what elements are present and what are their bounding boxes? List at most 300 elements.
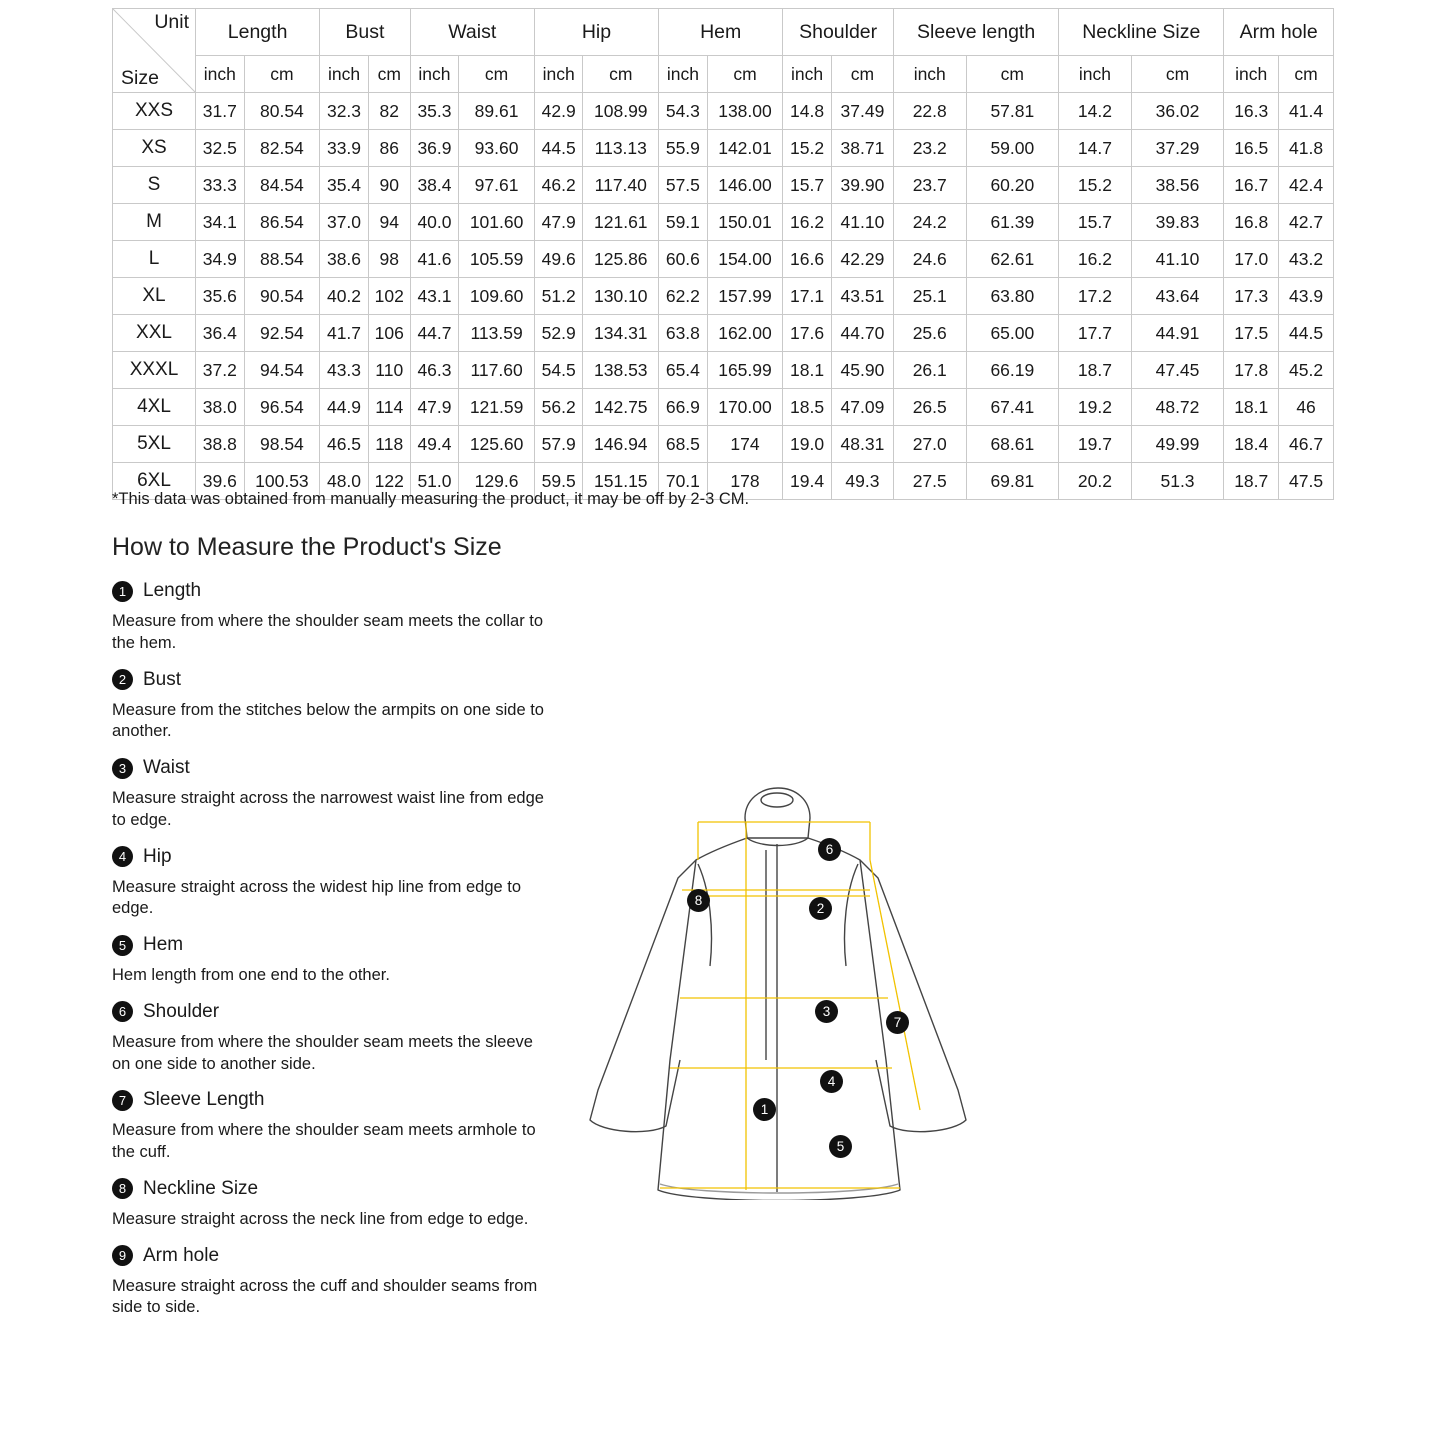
measurement-cell: 35.3 bbox=[410, 93, 459, 130]
measurement-cell: 46.7 bbox=[1279, 426, 1334, 463]
measurement-cell: 94.54 bbox=[244, 352, 320, 389]
measurement-cell: 48.31 bbox=[831, 426, 893, 463]
measurement-cell: 39.6 bbox=[196, 463, 245, 500]
size-name-cell: XS bbox=[113, 130, 196, 167]
diagram-marker: 7 bbox=[886, 1011, 909, 1034]
measurement-cell: 90.54 bbox=[244, 278, 320, 315]
measurement-cell: 57.81 bbox=[966, 93, 1059, 130]
instruction-number-badge: 6 bbox=[112, 1001, 133, 1022]
measurement-cell: 18.4 bbox=[1224, 426, 1279, 463]
measurement-cell: 170.00 bbox=[707, 389, 783, 426]
table-row bbox=[113, 204, 1334, 241]
measurement-cell: 88.54 bbox=[244, 241, 320, 278]
table-row bbox=[113, 130, 1334, 167]
size-table-container bbox=[112, 8, 1334, 500]
measurement-cell: 68.61 bbox=[966, 426, 1059, 463]
instruction-header bbox=[112, 757, 562, 779]
measurement-cell: 43.3 bbox=[320, 352, 369, 389]
measurement-cell: 113.13 bbox=[583, 130, 659, 167]
measurement-cell: 23.2 bbox=[893, 130, 966, 167]
measurement-cell: 39.90 bbox=[831, 167, 893, 204]
measurement-cell: 41.8 bbox=[1279, 130, 1334, 167]
measurement-cell: 57.9 bbox=[534, 426, 583, 463]
measurement-cell: 59.5 bbox=[534, 463, 583, 500]
instruction-text: Measure straight across the widest hip line from edge to edge. bbox=[112, 877, 522, 918]
instruction-item bbox=[112, 580, 562, 655]
size-table-body bbox=[113, 93, 1334, 500]
measurement-cell: 31.7 bbox=[196, 93, 245, 130]
measurement-cell: 105.59 bbox=[459, 241, 535, 278]
size-name-cell: XL bbox=[113, 278, 196, 315]
measurement-cell: 125.86 bbox=[583, 241, 659, 278]
measurement-cell: 130.10 bbox=[583, 278, 659, 315]
measurement-cell: 34.1 bbox=[196, 204, 245, 241]
measurement-cell: 45.2 bbox=[1279, 352, 1334, 389]
instruction-name: Shoulder bbox=[143, 1000, 220, 1022]
measurement-cell: 90 bbox=[368, 167, 410, 204]
instruction-number-badge: 2 bbox=[112, 669, 133, 690]
table-row bbox=[113, 315, 1334, 352]
measurement-cell: 38.71 bbox=[831, 130, 893, 167]
size-name-cell: 5XL bbox=[113, 426, 196, 463]
measurement-cell: 106 bbox=[368, 315, 410, 352]
measurement-cell: 36.9 bbox=[410, 130, 459, 167]
measurement-cell: 24.2 bbox=[893, 204, 966, 241]
instruction-name: Arm hole bbox=[143, 1244, 220, 1266]
subheader-cell: cm bbox=[966, 56, 1059, 93]
measurement-cell: 65.00 bbox=[966, 315, 1059, 352]
measurement-cell: 100.53 bbox=[244, 463, 320, 500]
measurement-cell: 54.3 bbox=[659, 93, 708, 130]
table-row bbox=[113, 426, 1334, 463]
measurement-cell: 33.3 bbox=[196, 167, 245, 204]
instruction-text: Measure straight across the narrowest waist line from edge to edge. bbox=[112, 789, 544, 829]
measurement-cell: 38.56 bbox=[1131, 167, 1224, 204]
instruction-number-badge: 8 bbox=[112, 1178, 133, 1199]
measurement-cell: 15.2 bbox=[783, 130, 832, 167]
measurement-cell: 38.4 bbox=[410, 167, 459, 204]
measurement-cell: 14.7 bbox=[1059, 130, 1132, 167]
measurement-cell: 46.5 bbox=[320, 426, 369, 463]
measurement-cell: 19.0 bbox=[783, 426, 832, 463]
measurement-cell: 121.61 bbox=[583, 204, 659, 241]
subheader-cell: cm bbox=[707, 56, 783, 93]
measurement-cell: 41.10 bbox=[831, 204, 893, 241]
measurement-cell: 23.7 bbox=[893, 167, 966, 204]
subheader-cell: cm bbox=[459, 56, 535, 93]
table-row bbox=[113, 389, 1334, 426]
measurement-cell: 40.2 bbox=[320, 278, 369, 315]
subheader-cell: cm bbox=[1279, 56, 1334, 93]
measurement-cell: 37.0 bbox=[320, 204, 369, 241]
measurement-cell: 70.1 bbox=[659, 463, 708, 500]
measurement-cell: 38.8 bbox=[196, 426, 245, 463]
measurement-cell: 174 bbox=[707, 426, 783, 463]
measurement-cell: 32.5 bbox=[196, 130, 245, 167]
measurement-cell: 17.3 bbox=[1224, 278, 1279, 315]
measurement-cell: 47.9 bbox=[410, 389, 459, 426]
instruction-item bbox=[112, 846, 562, 921]
measurement-cell: 48.0 bbox=[320, 463, 369, 500]
measurement-cell: 16.2 bbox=[1059, 241, 1132, 278]
measurement-cell: 65.4 bbox=[659, 352, 708, 389]
measurement-cell: 15.2 bbox=[1059, 167, 1132, 204]
measurement-cell: 49.99 bbox=[1131, 426, 1224, 463]
measurement-cell: 14.2 bbox=[1059, 93, 1132, 130]
measurement-cell: 42.29 bbox=[831, 241, 893, 278]
measurement-cell: 47.09 bbox=[831, 389, 893, 426]
measurement-cell: 97.61 bbox=[459, 167, 535, 204]
measurement-cell: 63.80 bbox=[966, 278, 1059, 315]
instruction-header bbox=[112, 1089, 562, 1111]
subheader-cell: inch bbox=[410, 56, 459, 93]
instruction-name: Hip bbox=[143, 845, 172, 867]
measurement-cell: 138.53 bbox=[583, 352, 659, 389]
measurement-cell: 138.00 bbox=[707, 93, 783, 130]
measurement-note: *This data was obtained from manually measuring the product, it may be off by 2-3 CM. bbox=[112, 490, 750, 508]
measurement-cell: 44.70 bbox=[831, 315, 893, 352]
size-name-cell: 4XL bbox=[113, 389, 196, 426]
measurement-cell: 26.5 bbox=[893, 389, 966, 426]
measurement-cell: 26.1 bbox=[893, 352, 966, 389]
subheader-cell: inch bbox=[1224, 56, 1279, 93]
subheader-cell: inch bbox=[893, 56, 966, 93]
measurement-cell: 15.7 bbox=[783, 167, 832, 204]
measurement-cell: 178 bbox=[707, 463, 783, 500]
instruction-item bbox=[112, 1089, 562, 1164]
subheader-cell: cm bbox=[583, 56, 659, 93]
subheader-cell: inch bbox=[783, 56, 832, 93]
group-header-hip: Hip bbox=[534, 9, 658, 56]
measurement-cell: 41.7 bbox=[320, 315, 369, 352]
measurement-cell: 84.54 bbox=[244, 167, 320, 204]
group-header-arm-hole: Arm hole bbox=[1224, 9, 1334, 56]
measurement-cell: 121.59 bbox=[459, 389, 535, 426]
measurement-cell: 17.0 bbox=[1224, 241, 1279, 278]
diagram-marker: 2 bbox=[809, 897, 832, 920]
measurement-cell: 22.8 bbox=[893, 93, 966, 130]
diagram-marker: 6 bbox=[818, 838, 841, 861]
size-name-cell: L bbox=[113, 241, 196, 278]
group-header-shoulder: Shoulder bbox=[783, 9, 894, 56]
instruction-item bbox=[112, 669, 562, 744]
group-header-neckline-size: Neckline Size bbox=[1059, 9, 1224, 56]
measurement-cell: 48.72 bbox=[1131, 389, 1224, 426]
measurement-cell: 108.99 bbox=[583, 93, 659, 130]
measurement-cell: 41.10 bbox=[1131, 241, 1224, 278]
instruction-text: Measure straight across the cuff and shoulder seams from side to side. bbox=[112, 1276, 538, 1317]
instruction-item bbox=[112, 934, 562, 987]
measurement-cell: 98.54 bbox=[244, 426, 320, 463]
measurement-cell: 19.2 bbox=[1059, 389, 1132, 426]
how-to-measure-title: How to Measure the Product's Size bbox=[112, 533, 502, 561]
measurement-cell: 68.5 bbox=[659, 426, 708, 463]
measurement-cell: 17.6 bbox=[783, 315, 832, 352]
measurement-cell: 41.4 bbox=[1279, 93, 1334, 130]
measurement-cell: 47.5 bbox=[1279, 463, 1334, 500]
measurement-cell: 49.4 bbox=[410, 426, 459, 463]
group-header-hem: Hem bbox=[659, 9, 783, 56]
instruction-number-badge: 9 bbox=[112, 1245, 133, 1266]
instruction-item bbox=[112, 1001, 562, 1076]
measurement-cell: 54.5 bbox=[534, 352, 583, 389]
subheader-cell: inch bbox=[196, 56, 245, 93]
measurement-cell: 162.00 bbox=[707, 315, 783, 352]
instruction-name: Length bbox=[143, 580, 202, 601]
measurement-cell: 43.51 bbox=[831, 278, 893, 315]
measurement-cell: 38.0 bbox=[196, 389, 245, 426]
measurement-cell: 38.6 bbox=[320, 241, 369, 278]
measurement-cell: 17.5 bbox=[1224, 315, 1279, 352]
instruction-text: Hem length from one end to the other. bbox=[112, 966, 390, 985]
measurement-cell: 59.1 bbox=[659, 204, 708, 241]
measurement-cell: 67.41 bbox=[966, 389, 1059, 426]
table-row bbox=[113, 93, 1334, 130]
measurement-cell: 42.4 bbox=[1279, 167, 1334, 204]
size-label: Size bbox=[121, 67, 159, 89]
measurement-cell: 49.3 bbox=[831, 463, 893, 500]
measurement-cell: 17.7 bbox=[1059, 315, 1132, 352]
instruction-text: Measure from where the shoulder seam meets the sleeve on one side to another side. bbox=[112, 1032, 533, 1073]
measurement-cell: 16.3 bbox=[1224, 93, 1279, 130]
instruction-name: Sleeve Length bbox=[143, 1089, 265, 1111]
measurement-cell: 19.7 bbox=[1059, 426, 1132, 463]
measurement-cell: 117.60 bbox=[459, 352, 535, 389]
instruction-text: Measure straight across the neck line from edge to edge. bbox=[112, 1209, 529, 1228]
instruction-header bbox=[112, 1178, 562, 1200]
subheader-cell: cm bbox=[368, 56, 410, 93]
measurement-cell: 66.9 bbox=[659, 389, 708, 426]
instruction-header bbox=[112, 580, 562, 602]
subheader-cell: cm bbox=[244, 56, 320, 93]
instruction-item bbox=[112, 1178, 562, 1231]
measurement-cell: 157.99 bbox=[707, 278, 783, 315]
measurement-cell: 129.6 bbox=[459, 463, 535, 500]
garment-diagram bbox=[570, 760, 1000, 1200]
measurement-cell: 16.7 bbox=[1224, 167, 1279, 204]
measurement-cell: 39.83 bbox=[1131, 204, 1224, 241]
measurement-cell: 18.1 bbox=[783, 352, 832, 389]
measurement-cell: 24.6 bbox=[893, 241, 966, 278]
measurement-cell: 89.61 bbox=[459, 93, 535, 130]
size-name-cell: S bbox=[113, 167, 196, 204]
size-name-cell: 6XL bbox=[113, 463, 196, 500]
measurement-cell: 92.54 bbox=[244, 315, 320, 352]
measurement-cell: 16.6 bbox=[783, 241, 832, 278]
unit-header-row bbox=[113, 9, 1334, 56]
measurement-cell: 25.6 bbox=[893, 315, 966, 352]
measurement-cell: 150.01 bbox=[707, 204, 783, 241]
measurement-cell: 27.0 bbox=[893, 426, 966, 463]
measurement-cell: 17.8 bbox=[1224, 352, 1279, 389]
measurement-cell: 47.9 bbox=[534, 204, 583, 241]
measurement-cell: 98 bbox=[368, 241, 410, 278]
measurement-cell: 82.54 bbox=[244, 130, 320, 167]
measurement-cell: 146.00 bbox=[707, 167, 783, 204]
instruction-number-badge: 1 bbox=[112, 581, 133, 602]
measurement-cell: 102 bbox=[368, 278, 410, 315]
measurement-cell: 43.1 bbox=[410, 278, 459, 315]
measurement-cell: 113.59 bbox=[459, 315, 535, 352]
measurement-cell: 36.02 bbox=[1131, 93, 1224, 130]
measurement-cell: 18.7 bbox=[1224, 463, 1279, 500]
measurement-cell: 60.6 bbox=[659, 241, 708, 278]
measurement-cell: 32.3 bbox=[320, 93, 369, 130]
measurement-cell: 42.9 bbox=[534, 93, 583, 130]
instruction-name: Waist bbox=[143, 757, 190, 779]
measurement-cell: 27.5 bbox=[893, 463, 966, 500]
measurement-cell: 69.81 bbox=[966, 463, 1059, 500]
group-header-sleeve-length: Sleeve length bbox=[893, 9, 1058, 56]
size-name-cell: XXS bbox=[113, 93, 196, 130]
measurement-cell: 37.49 bbox=[831, 93, 893, 130]
measurement-cell: 17.1 bbox=[783, 278, 832, 315]
measurement-cell: 51.3 bbox=[1131, 463, 1224, 500]
measurement-cell: 96.54 bbox=[244, 389, 320, 426]
measurement-cell: 20.2 bbox=[1059, 463, 1132, 500]
diagram-marker: 3 bbox=[815, 1000, 838, 1023]
subheader-cell: cm bbox=[1131, 56, 1224, 93]
instruction-number-badge: 3 bbox=[112, 758, 133, 779]
measurement-cell: 57.5 bbox=[659, 167, 708, 204]
measurement-cell: 55.9 bbox=[659, 130, 708, 167]
measurement-cell: 142.75 bbox=[583, 389, 659, 426]
instruction-name: Bust bbox=[143, 668, 182, 690]
instruction-header bbox=[112, 1245, 562, 1267]
measurement-cell: 43.64 bbox=[1131, 278, 1224, 315]
measurement-cell: 110 bbox=[368, 352, 410, 389]
measurement-cell: 46 bbox=[1279, 389, 1334, 426]
measurement-cell: 40.0 bbox=[410, 204, 459, 241]
measurement-cell: 80.54 bbox=[244, 93, 320, 130]
diagram-marker: 1 bbox=[753, 1098, 776, 1121]
measurement-cell: 59.00 bbox=[966, 130, 1059, 167]
measurement-cell: 16.2 bbox=[783, 204, 832, 241]
measurement-cell: 142.01 bbox=[707, 130, 783, 167]
diagram-marker: 5 bbox=[829, 1135, 852, 1158]
measurement-cell: 17.2 bbox=[1059, 278, 1132, 315]
measurement-cell: 51.2 bbox=[534, 278, 583, 315]
measurement-cell: 44.5 bbox=[534, 130, 583, 167]
measurement-cell: 43.2 bbox=[1279, 241, 1334, 278]
group-header-bust: Bust bbox=[320, 9, 410, 56]
measurement-cell: 93.60 bbox=[459, 130, 535, 167]
measurement-cell: 154.00 bbox=[707, 241, 783, 278]
table-row bbox=[113, 241, 1334, 278]
measurement-cell: 125.60 bbox=[459, 426, 535, 463]
instruction-header bbox=[112, 1001, 562, 1023]
measurement-cell: 37.29 bbox=[1131, 130, 1224, 167]
measurement-cell: 16.8 bbox=[1224, 204, 1279, 241]
measurement-cell: 49.6 bbox=[534, 241, 583, 278]
measurement-cell: 86.54 bbox=[244, 204, 320, 241]
measurement-cell: 114 bbox=[368, 389, 410, 426]
measurement-cell: 14.8 bbox=[783, 93, 832, 130]
measurement-cell: 18.1 bbox=[1224, 389, 1279, 426]
measurement-cell: 45.90 bbox=[831, 352, 893, 389]
measurement-cell: 42.7 bbox=[1279, 204, 1334, 241]
measurement-cell: 101.60 bbox=[459, 204, 535, 241]
measurement-cell: 151.15 bbox=[583, 463, 659, 500]
size-name-cell: XXXL bbox=[113, 352, 196, 389]
measurement-cell: 62.61 bbox=[966, 241, 1059, 278]
measurement-cell: 34.9 bbox=[196, 241, 245, 278]
measurement-cell: 56.2 bbox=[534, 389, 583, 426]
instruction-text: Measure from where the shoulder seam meets the collar to the hem. bbox=[112, 612, 544, 652]
measurement-cell: 66.19 bbox=[966, 352, 1059, 389]
measurement-cell: 44.5 bbox=[1279, 315, 1334, 352]
measurement-cell: 25.1 bbox=[893, 278, 966, 315]
table-row bbox=[113, 352, 1334, 389]
measurement-cell: 44.9 bbox=[320, 389, 369, 426]
instruction-header bbox=[112, 846, 562, 868]
measurement-cell: 165.99 bbox=[707, 352, 783, 389]
garment-illustration bbox=[570, 760, 1000, 1200]
measurement-cell: 46.3 bbox=[410, 352, 459, 389]
measurement-cell: 33.9 bbox=[320, 130, 369, 167]
subheader-cell: inch bbox=[320, 56, 369, 93]
measurement-cell: 94 bbox=[368, 204, 410, 241]
measurement-cell: 122 bbox=[368, 463, 410, 500]
measurement-cell: 146.94 bbox=[583, 426, 659, 463]
measurement-cell: 82 bbox=[368, 93, 410, 130]
unit-subheader-row bbox=[113, 56, 1334, 93]
subheader-cell: cm bbox=[831, 56, 893, 93]
subheader-cell: inch bbox=[534, 56, 583, 93]
measurement-cell: 43.9 bbox=[1279, 278, 1334, 315]
measurement-cell: 134.31 bbox=[583, 315, 659, 352]
measurement-cell: 37.2 bbox=[196, 352, 245, 389]
measurement-cell: 61.39 bbox=[966, 204, 1059, 241]
diagram-marker: 4 bbox=[820, 1070, 843, 1093]
instruction-name: Neckline Size bbox=[143, 1177, 259, 1199]
measurement-cell: 118 bbox=[368, 426, 410, 463]
instruction-number-badge: 5 bbox=[112, 935, 133, 956]
instruction-text: Measure from the stitches below the armpits on one side to another. bbox=[112, 700, 544, 741]
instructions-list bbox=[112, 580, 562, 1333]
diagram-marker: 8 bbox=[687, 889, 710, 912]
instruction-name: Hem bbox=[143, 934, 184, 956]
measurement-cell: 19.4 bbox=[783, 463, 832, 500]
instruction-header bbox=[112, 669, 562, 691]
measurement-cell: 18.7 bbox=[1059, 352, 1132, 389]
measurement-cell: 52.9 bbox=[534, 315, 583, 352]
measurement-cell: 44.7 bbox=[410, 315, 459, 352]
measurement-cell: 86 bbox=[368, 130, 410, 167]
subheader-cell: inch bbox=[1059, 56, 1132, 93]
measurement-cell: 51.0 bbox=[410, 463, 459, 500]
size-name-cell: XXL bbox=[113, 315, 196, 352]
unit-label: Unit bbox=[154, 11, 189, 33]
instruction-header bbox=[112, 934, 562, 956]
measurement-cell: 62.2 bbox=[659, 278, 708, 315]
measurement-cell: 35.6 bbox=[196, 278, 245, 315]
instruction-number-badge: 4 bbox=[112, 846, 133, 867]
group-header-waist: Waist bbox=[410, 9, 534, 56]
measurement-cell: 35.4 bbox=[320, 167, 369, 204]
measurement-cell: 109.60 bbox=[459, 278, 535, 315]
measurement-cell: 44.91 bbox=[1131, 315, 1224, 352]
measurement-cell: 18.5 bbox=[783, 389, 832, 426]
measurement-cell: 36.4 bbox=[196, 315, 245, 352]
corner-cell bbox=[113, 9, 196, 93]
table-row bbox=[113, 278, 1334, 315]
size-table-head bbox=[113, 9, 1334, 93]
measurement-cell: 15.7 bbox=[1059, 204, 1132, 241]
instruction-item bbox=[112, 1245, 562, 1320]
subheader-cell: inch bbox=[659, 56, 708, 93]
measurement-cell: 47.45 bbox=[1131, 352, 1224, 389]
